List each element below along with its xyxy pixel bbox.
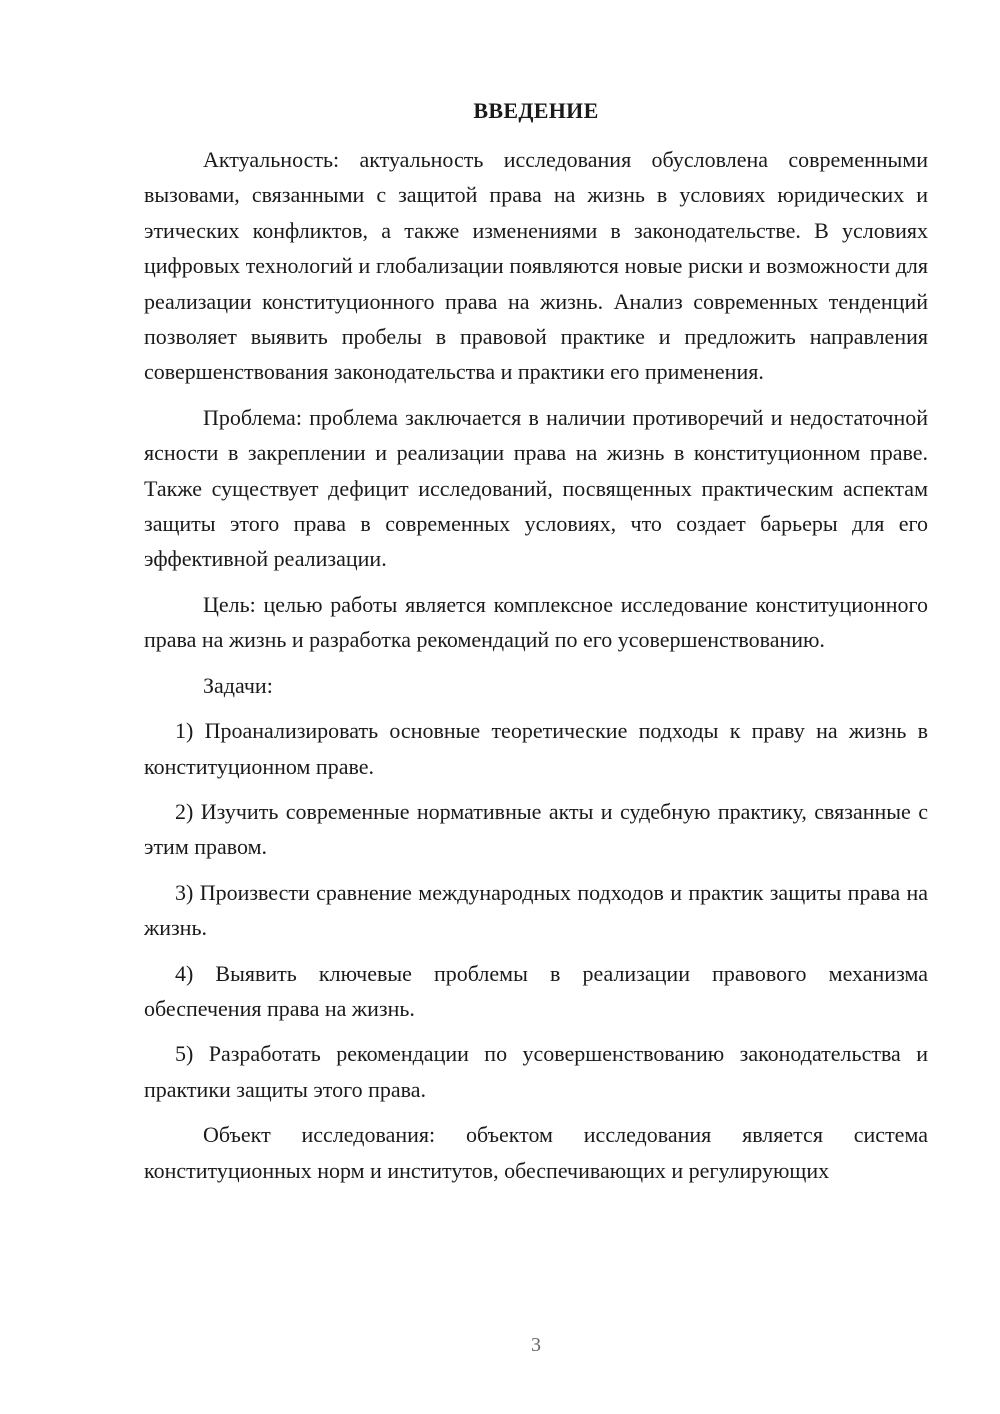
relevance-paragraph: Актуальность: актуальность исследования обусловлена современными вызовами, связанными с защитой права на жизнь в условиях юридических и этических конфликтов, а также изменениями в законодательстве. В условиях цифровых технологий и глобализации появляются новые риски и возможности для реализации конституционного права на жизнь. Анализ современных тенденций позволяет выявить пробелы в правовой практике и предложить направления совершенствования законодательства и практики его применения.: [144, 147, 928, 385]
tasks-heading: Задачи:: [203, 672, 273, 698]
task-item-1: 1) Проанализировать основные теоретические подходы к праву на жизнь в конституционном праве.: [144, 718, 928, 779]
body-text: [144, 142, 928, 1188]
task-item-4: 4) Выявить ключевые проблемы в реализации правового механизма обеспечения права на жизнь.: [144, 960, 928, 1021]
goal-paragraph: Цель: целью работы является комплексное исследование конституционного права на жизнь и разработка рекомендаций по его усовершенствованию.: [144, 591, 928, 653]
task-item-2: 2) Изучить современные нормативные акты и судебную практику, связанные с этим правом.: [144, 798, 928, 860]
task-item-3: 3) Произвести сравнение международных подходов и практик защиты права на жизнь.: [144, 879, 928, 941]
page-number: 3: [531, 1334, 541, 1356]
object-paragraph: Объект исследования: объектом исследования является система конституционных норм и институтов, обеспечивающих и регулирующих: [144, 1122, 928, 1183]
task-item-5: 5) Разработать рекомендации по усовершенствованию законодательства и практики защиты этого права.: [144, 1041, 928, 1102]
section-title: ВВЕДЕНИЕ: [473, 98, 599, 123]
problem-paragraph: Проблема: проблема заключается в наличии противоречий и недостаточной ясности в закреплении и реализации права на жизнь в конституционном праве. Также существует дефицит исследований, посвященных практическим аспектам защиты этого права в современных условиях, что создает барьеры для его эффективной реализации.: [144, 404, 928, 572]
